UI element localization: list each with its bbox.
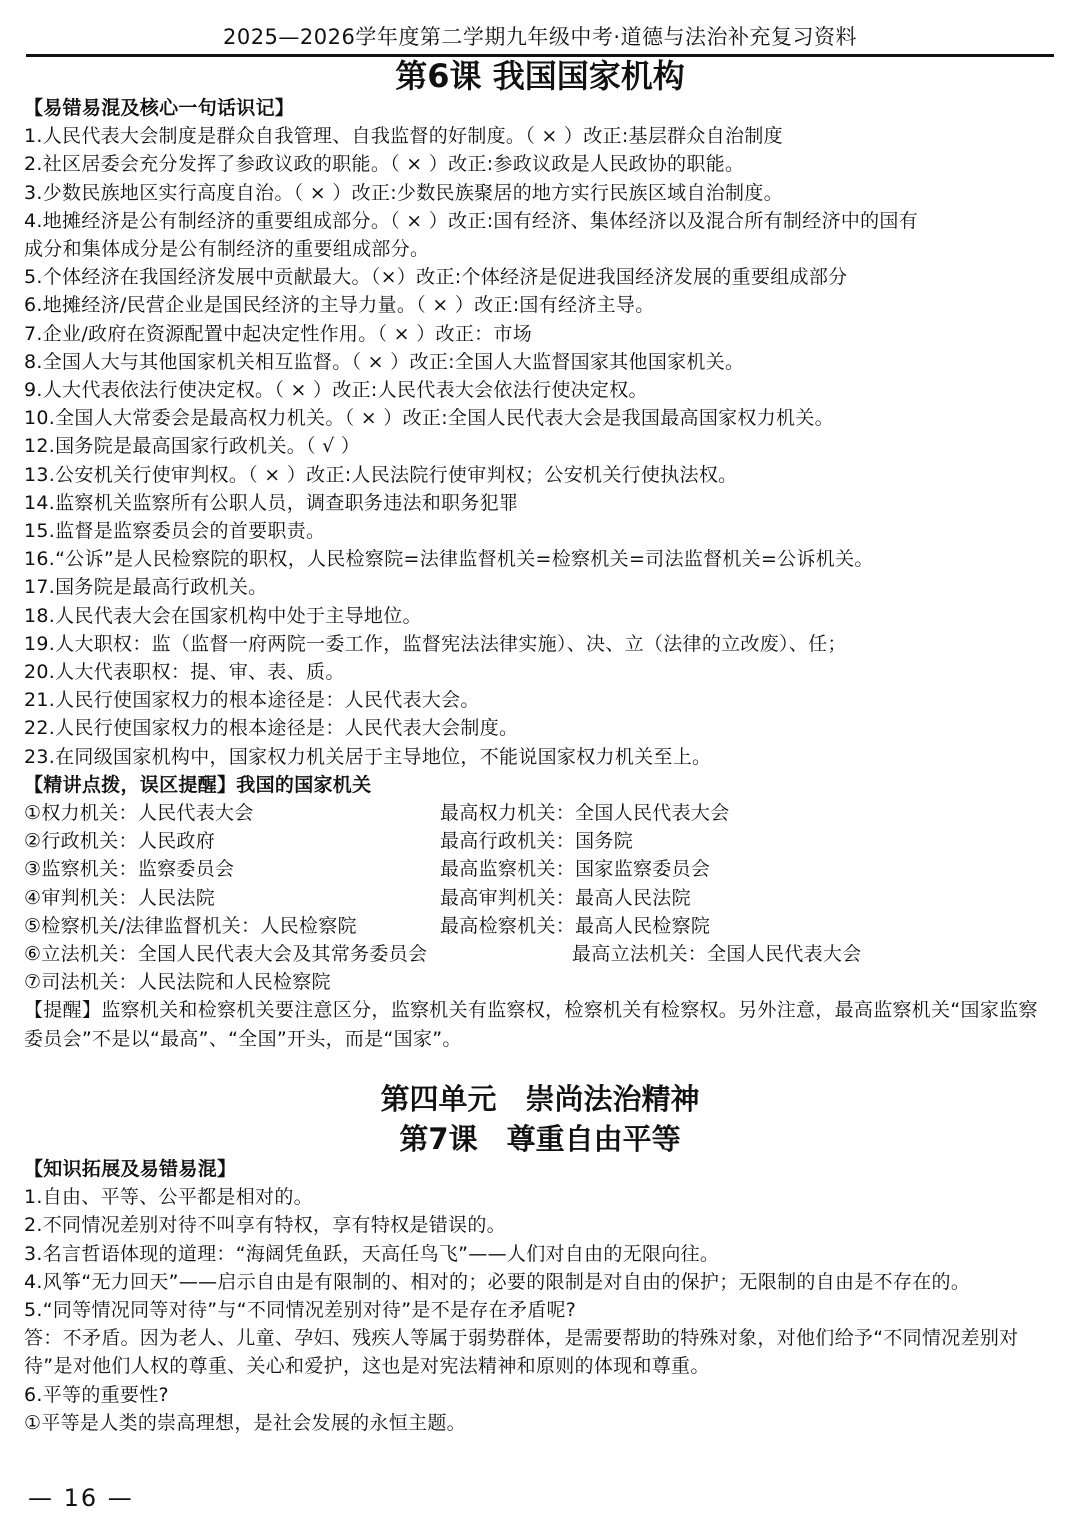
list-item: 13.公安机关行使审判权。（ × ）改正:人民法院行使审判权；公安机关行使执法权。 — [24, 463, 738, 486]
organ-highest: 最高权力机关：全国人民代表大会 — [440, 802, 730, 825]
list-item: 12.国务院是最高国家行政机关。（ √ ） — [24, 435, 361, 458]
list-item: ①平等是人类的崇高理想，是社会发展的永恒主题。 — [24, 1411, 466, 1434]
section-heading-state-organs: 【精讲点拨，误区提醒】我国的国家机关 — [24, 773, 372, 796]
lesson6-section — [24, 94, 1056, 1053]
organ-row — [24, 799, 1056, 827]
list-item: 15.监督是监察委员会的首要职责。 — [24, 520, 326, 543]
list-item-continuation: 成分和集体成分是公有制经济的重要组成部分。 — [24, 238, 430, 261]
list-item: 16.“公诉”是人民检察院的职权，人民检察院=法律监督机关=检察机关=司法监督机关=公诉机关。 — [24, 548, 874, 571]
list-item: 8.全国人大与其他国家机关相互监督。（ × ）改正:全国人大监督国家其他国家机关。 — [24, 350, 745, 373]
list-item: 18.人民代表大会在国家机构中处于主导地位。 — [24, 604, 422, 627]
list-item: 23.在同级国家机构中，国家权力机关居于主导地位，不能说国家权力机关至上。 — [24, 745, 712, 768]
organ-local: ①权力机关：人民代表大会 — [24, 802, 254, 825]
list-item: 5.“同等情况同等对待”与“不同情况差别对待”是不是存在矛盾呢? — [24, 1299, 577, 1322]
organ-local: ⑦司法机关：人民法院和人民检察院 — [24, 971, 331, 994]
list-item: 9.人大代表依法行使决定权。（ × ）改正:人民代表大会依法行使决定权。 — [24, 379, 648, 402]
organ-row — [24, 968, 1056, 996]
list-item: 22.人民行使国家权力的根本途径是：人民代表大会制度。 — [24, 717, 519, 740]
unit4-title: 第四单元 崇尚法治精神 — [380, 1082, 700, 1116]
organ-highest: 最高检察机关：最高人民检察院 — [440, 914, 711, 937]
organ-row — [24, 884, 1056, 912]
section-heading-extension: 【知识拓展及易错易混】 — [24, 1158, 237, 1180]
organ-local: ③监察机关：监察委员会 — [24, 858, 235, 881]
list-item: 3.名言哲语体现的道理：“海阔凭鱼跃，天高任鸟飞”——人们对自由的无限向往。 — [24, 1242, 720, 1265]
organ-local: ④审判机关：人民法院 — [24, 886, 216, 909]
list-item: 20.人大代表职权：提、审、表、质。 — [24, 661, 345, 684]
lesson7-title: 第7课 尊重自由平等 — [399, 1122, 681, 1156]
list-item: 4.地摊经济是公有制经济的重要组成部分。（ × ）改正:国有经济、集体经济以及混合所有制经济中的国有 — [24, 209, 919, 232]
list-item: 3.少数民族地区实行高度自治。（ × ）改正:少数民族聚居的地方实行民族区域自治制度。 — [24, 181, 783, 204]
list-item: 10.全国人大常委会是最高权力机关。（ × ）改正:全国人民代表大会是我国最高国家权力机关。 — [24, 407, 834, 430]
list-item: 19.人大职权：监（监督一府两院一委工作，监督宪法法律实施）、决、立（法律的立改废）、任； — [24, 632, 847, 655]
list-item: 4.风筝“无力回天”——启示自由是有限制的、相对的；必要的限制是对自由的保护；无限制的自由是不存在的。 — [24, 1270, 971, 1293]
organ-highest: 最高监察机关：国家监察委员会 — [440, 858, 711, 881]
lesson6-title: 第6课 我国国家机构 — [395, 57, 685, 95]
organ-row — [24, 827, 1056, 855]
organ-row — [24, 912, 1056, 940]
organ-row — [24, 940, 1056, 968]
organ-highest: 最高行政机关：国务院 — [440, 830, 634, 853]
list-item: 21.人民行使国家权力的根本途径是：人民代表大会。 — [24, 689, 480, 712]
list-item: 14.监察机关监察所有公职人员，调查职务违法和职务犯罪 — [24, 491, 519, 514]
list-item: 1.自由、平等、公平都是相对的。 — [24, 1186, 313, 1209]
list-item: 5.个体经济在我国经济发展中贡献最大。（×）改正:个体经济是促进我国经济发展的重要组成部分 — [24, 266, 848, 289]
running-header: 2025—2026学年度第二学期九年级中考·道德与法治补充复习资料 — [26, 22, 1054, 57]
lesson7-section — [24, 1155, 1056, 1437]
section-heading-core-points: 【易错易混及核心一句话识记】 — [24, 97, 295, 119]
answer-paragraph: 答：不矛盾。因为老人、儿童、孕妇、残疾人等属于弱势群体，是需要帮助的特殊对象，对他们给予“不同情况差别对待”是对他们人权的尊重、关心和爱护，这也是对宪法精神和原则的体现和尊重。 — [24, 1327, 1019, 1378]
list-item: 6.地摊经济/民营企业是国民经济的主导力量。（ × ）改正:国有经济主导。 — [24, 294, 655, 317]
organ-local: ②行政机关：人民政府 — [24, 830, 216, 853]
list-item: 6.平等的重要性? — [24, 1383, 169, 1406]
organ-highest: 最高立法机关：全国人民代表大会 — [572, 943, 862, 966]
organ-local: ⑤检察机关/法律监督机关：人民检察院 — [24, 914, 357, 937]
list-item: 2.不同情况差别对待不叫享有特权，享有特权是错误的。 — [24, 1214, 506, 1237]
list-item: 7.企业/政府在资源配置中起决定性作用。（ × ）改正：市场 — [24, 322, 533, 345]
list-item: 1.人民代表大会制度是群众自我管理、自我监督的好制度。（ × ）改正:基层群众自治制度 — [24, 125, 783, 148]
list-item: 17.国务院是最高行政机关。 — [24, 576, 268, 599]
organ-local: ⑥立法机关：全国人民代表大会及其常务委员会 — [24, 943, 428, 966]
reminder-paragraph: 【提醒】监察机关和检察机关要注意区分，监察机关有监察权，检察机关有检察权。另外注意，最高监察机关“国家监察委员会”不是以“最高”、“全国”开头，而是“国家”。 — [24, 999, 1038, 1050]
organ-row — [24, 855, 1056, 883]
list-item: 2.社区居委会充分发挥了参政议政的职能。（ × ）改正:参政议政是人民政协的职能。 — [24, 153, 745, 176]
organ-highest: 最高审判机关：最高人民法院 — [440, 886, 691, 909]
page-number: — 16 — — [28, 1484, 134, 1512]
